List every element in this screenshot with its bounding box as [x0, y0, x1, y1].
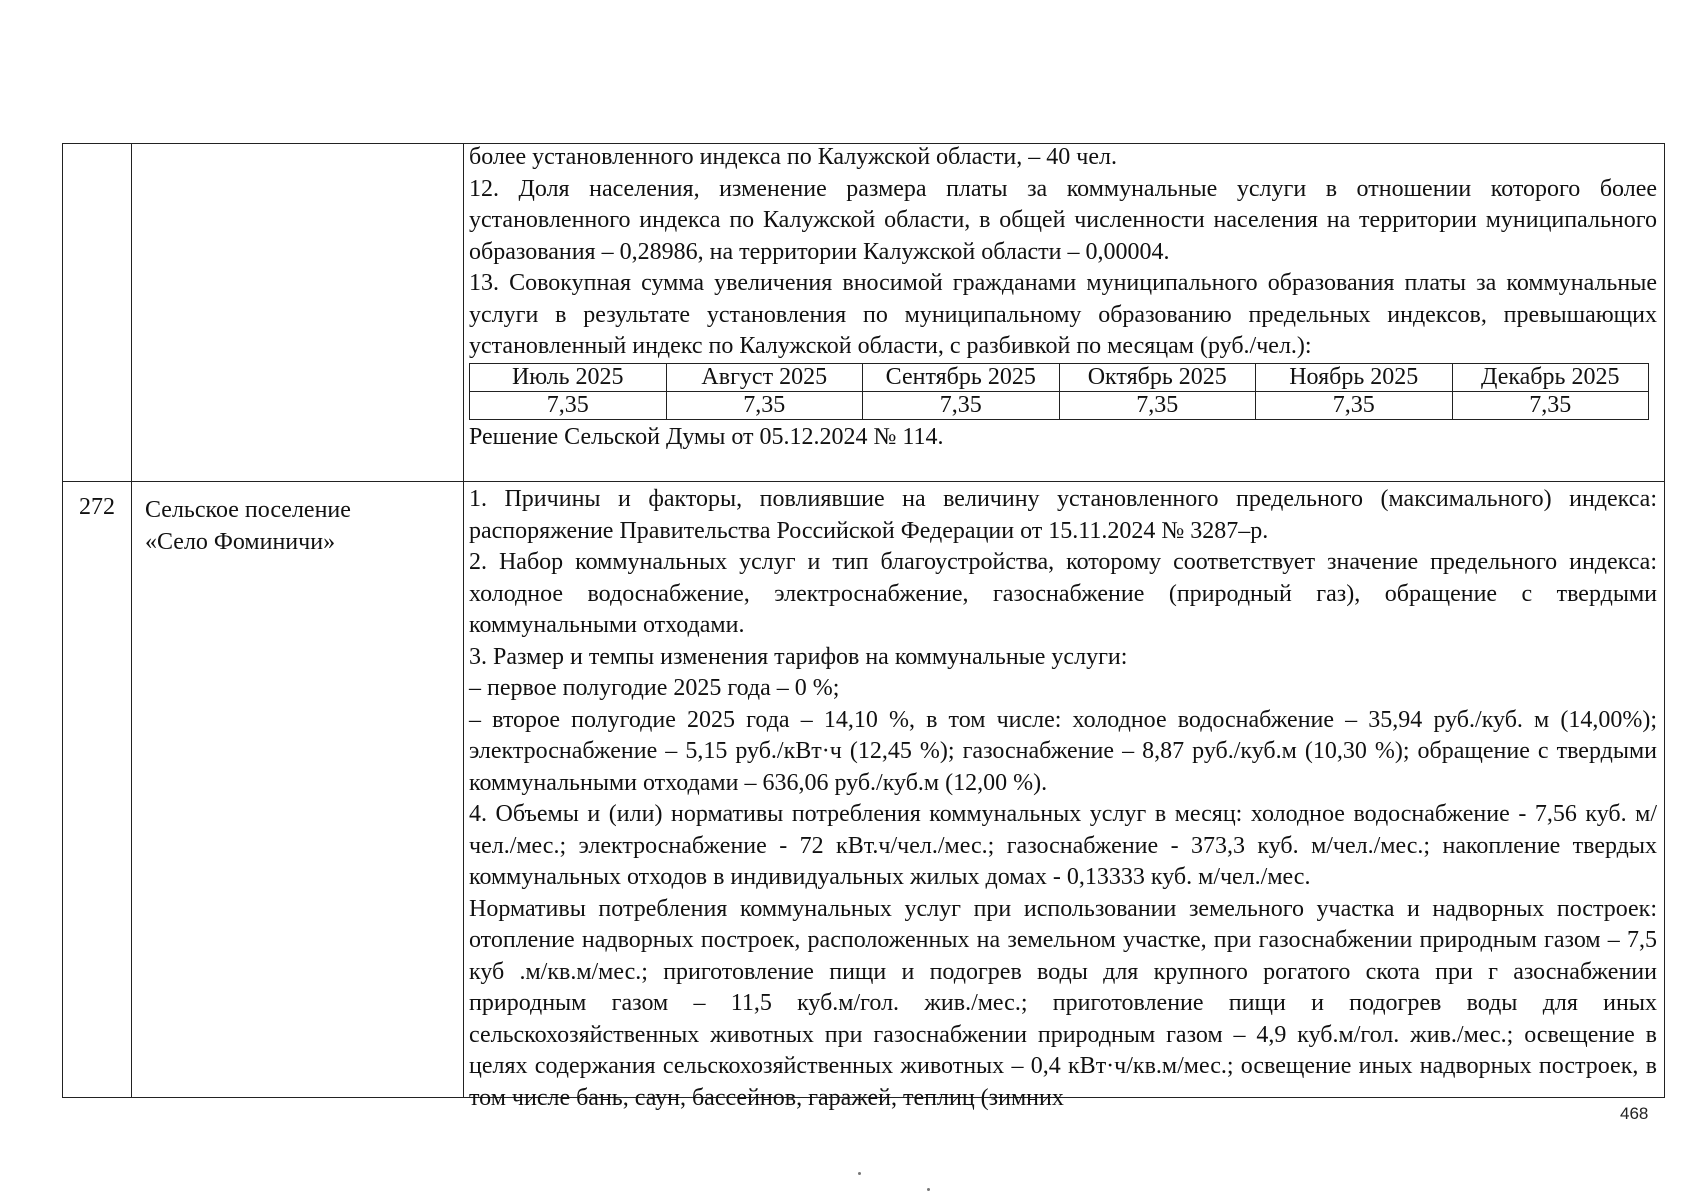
page-number: 468	[1620, 1104, 1649, 1123]
paragraph: Нормативы потребления коммунальных услуг при использовании земельного участка и надворных построек: отопление надворных построек, расположенных на земельном участке, при газоснабжении природным газом – 7,5 куб .м/кв.м/мес.; приготовление пищи и подогрев воды для крупного рогатого скота при г азоснабжении природным газом – 11,5 куб.м/гол. жив./мес.; приготовление пищи и подогрев воды для иных сельскохозяйственных животных при газоснабжении природным газом – 4,9 куб.м/гол. жив./мес.; освещение в целях содержания сельскохозяйственных животных – 0,4 кВт·ч/кв.м/мес.; освещение иных надворных построек, в том числе бань, саун, бассейнов, гаражей, теплиц (зимних	[469, 895, 1657, 1111]
month-header: Ноябрь 2025	[1256, 363, 1453, 391]
row-272-content	[469, 484, 1657, 1114]
month-header: Июль 2025	[470, 363, 667, 391]
paragraph: 1. Причины и факторы, повлиявшие на величину установленного предельного (максимального) индекса: распоряжение Правительства Российской Федерации от 15.11.2024 № 3287–р.	[469, 486, 1657, 544]
paragraph: 12. Доля населения, изменение размера платы за коммунальные услуги в отношении которого более установленного индекса по Калужской области, в общей численности населения на территории муниципального образования – 0,28986, на территории Калужской области – 0,00004.	[469, 175, 1657, 265]
paragraph: – первое полугодие 2025 года – 0 %;	[469, 675, 840, 701]
paragraph: 3. Размер и темпы изменения тарифов на коммунальные услуги:	[469, 643, 1128, 670]
months-value-row	[470, 391, 1649, 419]
month-value: 7,35	[470, 391, 667, 419]
paragraph: 4. Объемы и (или) нормативы потребления коммунальных услуг в месяц: холодное водоснабжение - 7,56 куб. м/чел./мес.; электроснабжение - 72 кВт.ч/чел./мес.; газоснабжение - 373,3 куб. м/чел./мес.; накопление твердых коммунальных отходов в индивидуальных жилых домах - 0,13333 куб. м/чел./мес.	[469, 801, 1657, 890]
month-header: Октябрь 2025	[1059, 363, 1256, 391]
paragraph: 2. Набор коммунальных услуг и тип благоустройства, которому соответствует значение предельного индекса: холодное водоснабжение, электроснабжение, газоснабжение (природный газ), обращение с твердыми коммунальными отходами.	[469, 549, 1657, 638]
month-value: 7,35	[1256, 391, 1453, 419]
row-continued-content	[469, 142, 1657, 453]
scan-speck	[858, 1172, 861, 1175]
document-table	[62, 143, 1665, 1111]
column-divider	[131, 144, 132, 1097]
municipality-name-line: Сельское поселение	[145, 497, 351, 523]
month-header: Сентябрь 2025	[863, 363, 1060, 391]
months-header-row	[470, 363, 1649, 391]
month-header: Декабрь 2025	[1452, 363, 1649, 391]
paragraph: более установленного индекса по Калужской области, – 40 чел.	[469, 144, 1117, 170]
decision-text: Решение Сельской Думы от 05.12.2024 № 114.	[469, 423, 944, 450]
month-header: Август 2025	[666, 363, 863, 391]
municipality-name	[145, 494, 475, 558]
month-value: 7,35	[1059, 391, 1256, 419]
months-table	[469, 363, 1649, 420]
scan-speck	[927, 1188, 930, 1191]
month-value: 7,35	[863, 391, 1060, 419]
row-divider	[63, 481, 1664, 482]
month-value: 7,35	[1452, 391, 1649, 419]
column-divider	[463, 144, 464, 1097]
row-number: 272	[79, 494, 115, 520]
paragraph: – второе полугодие 2025 года – 14,10 %, в том числе: холодное водоснабжение – 35,94 руб./куб. м (14,00%); электроснабжение – 5,15 руб./кВт·ч (12,45 %); газоснабжение – 8,87 руб./куб.м (10,30 %); обращение с твердыми коммунальными отходами – 636,06 руб./куб.м (12,00 %).	[469, 706, 1657, 796]
paragraph: 13. Совокупная сумма увеличения вносимой гражданами муниципального образования платы за коммунальные услуги в результате установления по муниципальному образованию предельных индексов, превышающих установленный индекс по Калужской области, с разбивкой по месяцам (руб./чел.):	[469, 270, 1657, 359]
month-value: 7,35	[666, 391, 863, 419]
municipality-name-line: «Село Фоминичи»	[145, 529, 336, 555]
